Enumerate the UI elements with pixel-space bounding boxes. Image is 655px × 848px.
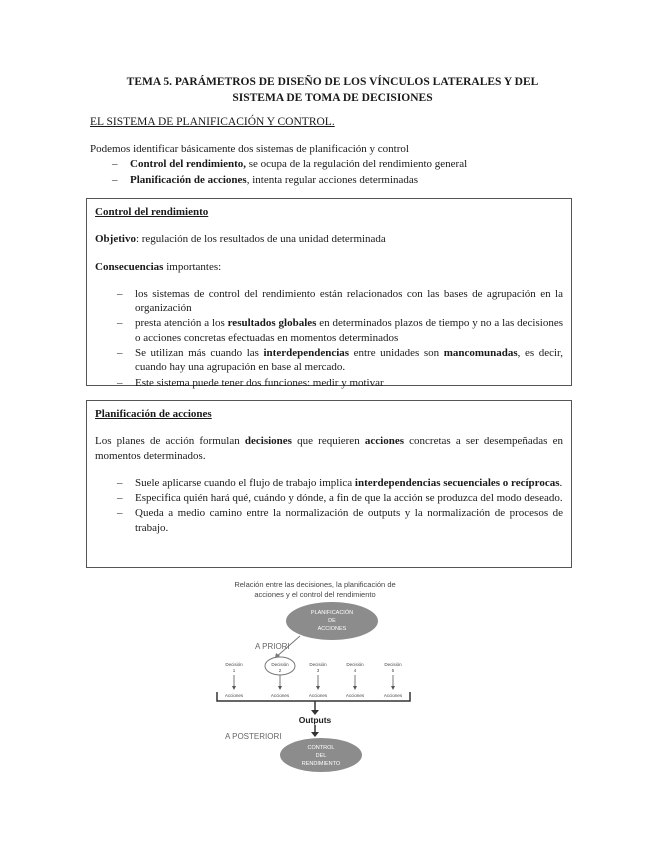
outputs-label: Outputs [298,715,332,725]
item-text: , intenta regular acciones determinadas [246,173,419,186]
control-label-1: CONTROL [307,745,335,751]
decision-number: 2 [278,668,282,673]
objective-text: : regulación de los resultados de una unidad determinada [135,233,386,246]
item-text: los sistemas de control del rendimiento están relacionados con las bases de agrupación en la organización [135,287,563,315]
planning-label-3: ACCIONES [317,626,347,632]
bold-term: acciones [364,435,404,448]
dash-bullet: – [117,317,123,330]
bold-term: decisiones [244,435,292,448]
intro-paragraph [90,142,580,188]
decision-column [271,662,290,698]
list-item [117,506,563,535]
control-label-2: DEL [315,753,327,759]
intro-text: Podemos identificar básicamente dos sistemas de planificación y control [90,143,409,155]
bold-term: interdependencias secuenciales o recíprocas [354,476,560,489]
dash-bullet: – [117,347,123,360]
planificacion-acciones-box [86,400,572,568]
planning-label-1: PLANIFICACIÓN [310,610,354,616]
list-item [112,157,580,171]
action-label: Acciones [308,693,328,698]
box-title: Control del rendimiento [95,206,209,218]
dash-bullet: – [117,492,123,505]
a-priori-label: A PRIORI [255,642,290,651]
decision-number: 5 [391,668,395,673]
bold-term: mancomunadas [443,347,518,360]
para-text: Los planes de acción formulan [95,435,245,448]
arrow-head [311,732,319,737]
item-text: Se utilizan más cuando las [135,347,264,360]
decision-label: Decisión [271,662,289,667]
list-item [117,287,563,316]
consequences-text: importantes: [163,260,222,273]
action-label: Acciones [383,693,403,698]
list-item [117,316,563,345]
dash-bullet: – [112,173,118,186]
item-text: . [559,476,563,489]
consequences-list [95,287,563,390]
list-item [117,491,563,505]
dash-bullet: – [117,287,123,300]
decision-column [309,662,328,698]
diagram-svg [205,574,435,774]
item-text: entre unidades son [349,347,444,360]
decision-label: Decisión [346,662,364,667]
box-title: Planificación de acciones [95,408,212,420]
title-line-2: SISTEMA DE TOMA DE DECISIONES [232,91,433,104]
decision-diagram [205,574,435,774]
decision-label: Decisión [309,662,327,667]
decision-number: 4 [353,668,357,673]
control-label-3: RENDIMIENTO [301,761,341,767]
bold-term: resultados globales [227,317,317,330]
a-posteriori-label: A POSTERIORI [225,732,282,741]
consequences-line [95,260,563,274]
bold-term: interdependencias [263,347,350,360]
caption-line-2: acciones y el control del rendimiento [254,590,376,599]
item-text: Suele aplicarse cuando el flujo de trabajo implica [135,476,355,489]
decision-column [346,662,365,698]
list-item [112,173,580,187]
objective-label: Objetivo [95,233,136,246]
list-item [117,376,563,390]
list-item [117,476,563,490]
decision-number: 3 [316,668,320,673]
item-text: se ocupa de la regulación del rendimiento general [246,158,468,171]
para-text: que requieren [291,435,365,448]
decision-number: 1 [232,668,236,673]
consequences-label: Consecuencias [95,260,164,273]
caption-line-1: Relación entre las decisiones, la planificación de [234,580,396,589]
item-text: Este sistema puede tener dos funciones: medir y motivar [135,376,384,389]
dash-bullet: – [117,507,123,520]
dash-bullet: – [117,376,123,389]
item-text: Queda a medio camino entre la normalización de outputs y la normalización de procesos de trabajo. [135,507,563,534]
list-item [117,346,563,375]
control-rendimiento-box [86,198,572,389]
item-text: Especifica quién hará qué, cuándo y dónde, a fin de que la acción se produzca del modo deseado. [135,492,563,505]
title-line-1: TEMA 5. PARÁMETROS DE DISEÑO DE LOS VÍNCULOS LATERALES Y DEL [126,76,539,88]
box-paragraph [95,434,563,463]
decision-column [384,662,403,698]
decision-label: Decisión [384,662,402,667]
planning-list [95,476,563,535]
bold-term: Control del rendimiento, [130,158,247,171]
dash-bullet: – [117,476,123,489]
document-title [90,75,575,106]
intro-list [90,157,580,187]
section-heading: EL SISTEMA DE PLANIFICACIÓN Y CONTROL. [90,116,335,128]
action-label: Acciones [345,693,365,698]
action-label: Acciones [224,693,244,698]
action-label: Acciones [270,693,290,698]
bold-term: Planificación de acciones [130,173,247,186]
planning-label-2: DE [328,618,336,624]
para-text: concretas a ser desempeñadas en momentos determinados. [95,435,563,462]
decision-label: Decisión [225,662,243,667]
item-text: presta atención a los [135,317,228,330]
dash-bullet: – [112,158,118,171]
item-text: , es decir, cuando hay una agrupación en base al mercado. [135,347,563,374]
decision-column [225,662,244,698]
item-text: en determinados plazos de tiempo y no a las decisiones o acciones concretas efectuadas en momentos determinados [135,317,563,344]
objective-line [95,232,563,246]
